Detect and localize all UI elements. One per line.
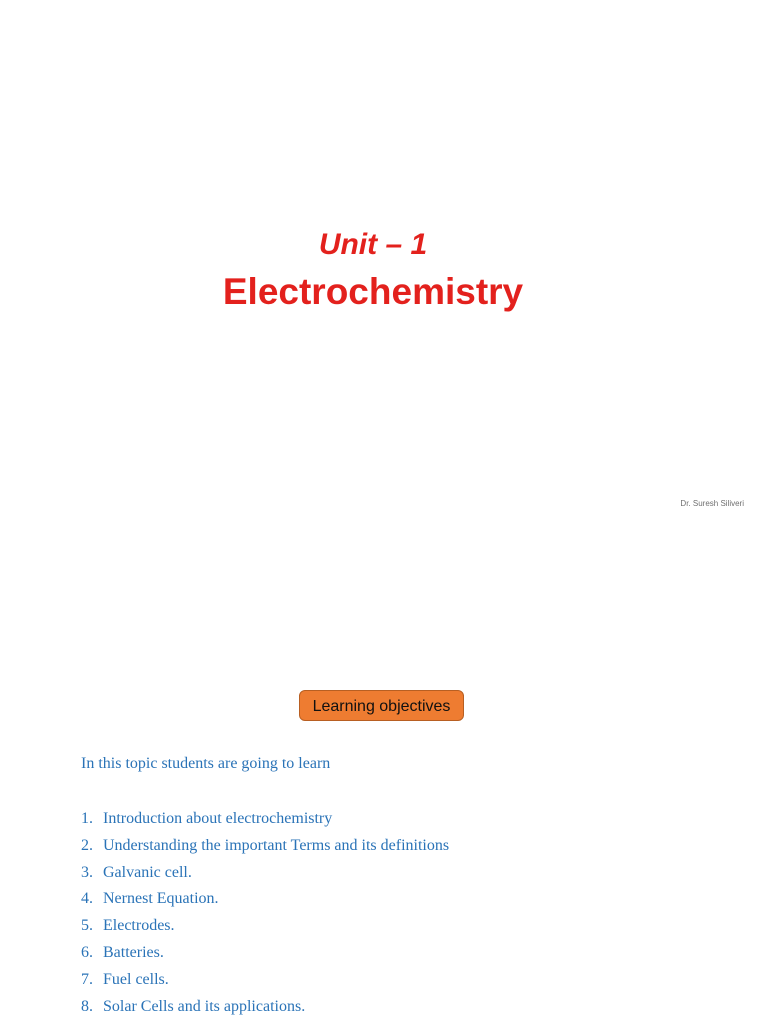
title-block xyxy=(222,228,524,314)
list-item-text: Understanding the important Terms and its definitions xyxy=(103,836,450,854)
list-item xyxy=(81,970,449,997)
list-item-number: 3. xyxy=(81,863,93,881)
list-item-text: Fuel cells. xyxy=(103,970,169,988)
list-item xyxy=(81,943,449,970)
list-item-number: 7. xyxy=(81,970,93,988)
list-item xyxy=(81,997,449,1024)
objectives-list xyxy=(81,809,449,1023)
unit-title: Unit – 1 xyxy=(318,228,428,261)
list-item-text: Solar Cells and its applications. xyxy=(103,997,306,1015)
list-item xyxy=(81,863,449,890)
list-item-text: Nernest Equation. xyxy=(103,890,219,908)
list-item-text: Electrodes. xyxy=(103,917,175,935)
author-credit: Dr. Suresh Siliveri xyxy=(680,499,744,508)
list-item xyxy=(81,809,449,836)
list-item-text: Introduction about electrochemistry xyxy=(103,810,333,827)
list-item-text: Batteries. xyxy=(103,943,164,961)
list-item-number: 8. xyxy=(81,997,93,1015)
list-item-number: 1. xyxy=(81,810,93,827)
list-item-number: 6. xyxy=(81,943,93,961)
list-item-number: 5. xyxy=(81,917,93,935)
list-item xyxy=(81,889,449,916)
list-item-number: 2. xyxy=(81,836,93,854)
list-item xyxy=(81,836,449,863)
learning-objectives-badge: Learning objectives xyxy=(299,690,464,721)
list-item xyxy=(81,916,449,943)
list-item-number: 4. xyxy=(81,890,93,908)
objectives-intro: In this topic students are going to learn xyxy=(81,755,331,772)
list-item-text: Galvanic cell. xyxy=(103,863,192,881)
page-title: Electrochemistry xyxy=(222,271,524,312)
